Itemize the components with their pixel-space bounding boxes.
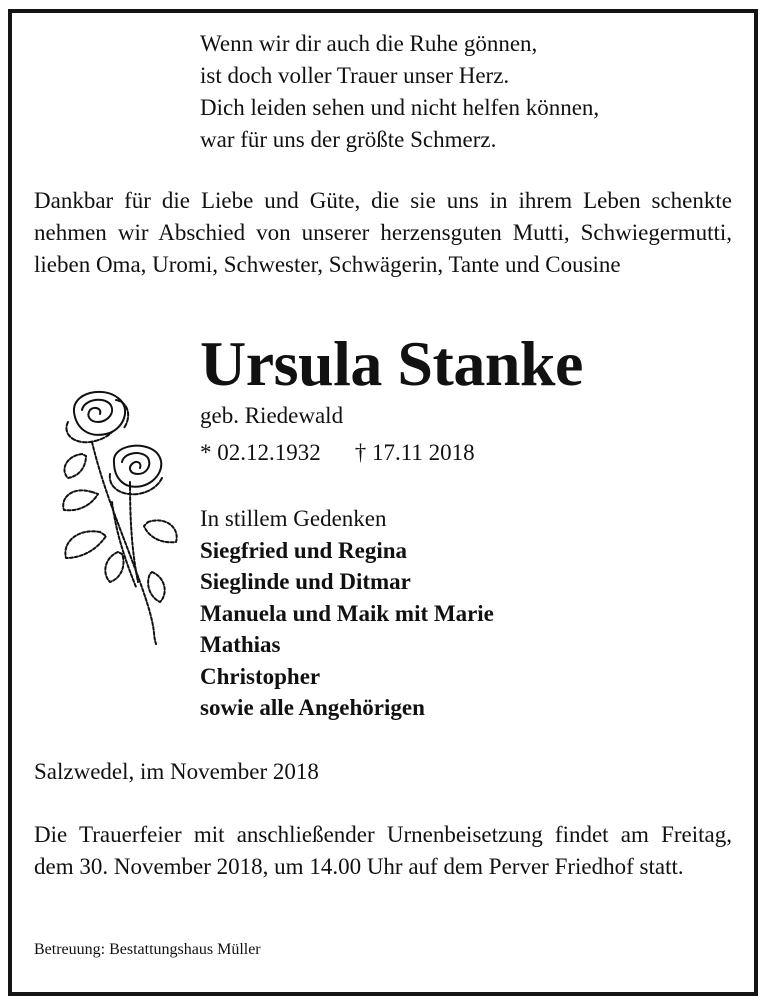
life-dates (200, 437, 475, 469)
poem-line: Wenn wir dir auch die Ruhe gönnen, (200, 31, 538, 56)
poem-line: ist doch voller Trauer unser Herz. (200, 63, 510, 88)
poem-line: Dich leiden sehen und nicht helfen können, (200, 95, 600, 120)
mourner-name: Mathias (200, 632, 281, 657)
mourner-name: Manuela und Maik mit Marie (200, 600, 494, 626)
place-date: Salzwedel, im November 2018 (34, 759, 319, 784)
intro-text: Dankbar für die Liebe und Güte, die sie uns in ihrem Leben schenkte nehmen wir Abschied von unserer herzensguten Mutti, Schwiegermutti, lieben Oma, Uromi, Schwester, Schwägerin, Tante und Cousine (34, 188, 732, 277)
birth-name: geb. Riedewald (200, 403, 344, 428)
mourner-name: Siegfried und Regina (200, 537, 408, 563)
mourner-name: Christopher (200, 663, 321, 689)
funeral-home: Betreuung: Bestattungshaus Müller (34, 941, 261, 958)
birth-date: * 02.12.1932 (200, 440, 321, 465)
deceased-name: Ursula Stanke (200, 328, 583, 399)
poem-line: war für uns der größte Schmerz. (200, 127, 497, 152)
poem (200, 28, 599, 156)
mourners (200, 503, 494, 724)
funeral-info: Die Trauerfeier mit anschließender Urnenbeisetzung findet am Freitag, dem 30. November 2018, um 14.00 Uhr auf dem Perver Friedhof statt. (34, 822, 732, 879)
roses-icon (52, 382, 182, 652)
mourners-lead: In stillem Gedenken (200, 506, 387, 531)
mourner-name: Sieglinde und Ditmar (200, 569, 411, 594)
death-date: † 17.11 2018 (354, 440, 475, 465)
mourner-name: sowie alle Angehörigen (200, 695, 425, 720)
